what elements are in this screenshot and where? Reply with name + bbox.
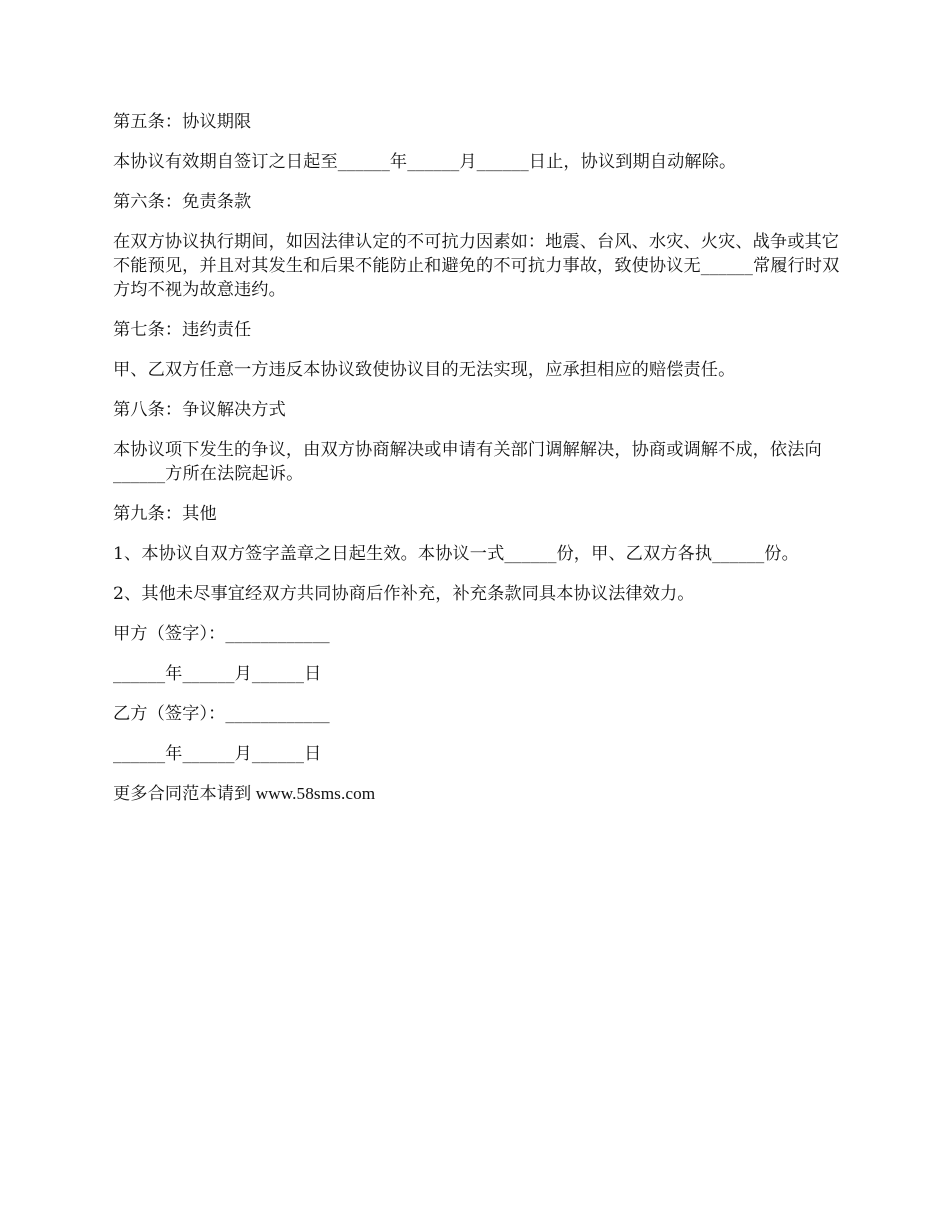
article-9-item-1: 1、本协议自双方签字盖章之日起生效。本协议一式______份，甲、乙双方各执______份。: [113, 544, 799, 564]
document-body: [113, 110, 840, 822]
party-b-date-line: ______年______月______日: [113, 744, 322, 764]
article-5-body: 本协议有效期自签订之日起至______年______月______日止，协议到期自动解除。: [113, 152, 737, 172]
party-b-signature-line: 乙方（签字）：____________: [113, 704, 330, 724]
article-5-title: 第五条：协议期限: [113, 112, 252, 132]
party-a-signature-line: 甲方（签字）：____________: [113, 624, 330, 644]
party-a-date-line: ______年______月______日: [113, 664, 322, 684]
article-7-title: 第七条：违约责任: [113, 320, 252, 340]
article-9-title: 第九条：其他: [113, 504, 217, 524]
article-9-item-2: 2、其他未尽事宜经双方共同协商后作补充，补充条款同具本协议法律效力。: [113, 584, 695, 604]
footer-website-note: 更多合同范本请到 www.58sms.com: [113, 784, 376, 803]
article-8-body: 本协议项下发生的争议，由双方协商解决或申请有关部门调解解决，协商或调解不成，依法向______方所在法院起诉。: [113, 440, 822, 484]
article-6-body: 在双方协议执行期间，如因法律认定的不可抗力因素如：地震、台风、水灾、火灾、战争或其它不能预见，并且对其发生和后果不能防止和避免的不可抗力事故，致使协议无______常履行时双方均不视为故意违约。: [113, 232, 840, 300]
article-6-title: 第六条：免责条款: [113, 192, 252, 212]
article-7-body: 甲、乙双方任意一方违反本协议致使协议目的无法实现，应承担相应的赔偿责任。: [113, 360, 736, 380]
article-8-title: 第八条：争议解决方式: [113, 400, 286, 420]
